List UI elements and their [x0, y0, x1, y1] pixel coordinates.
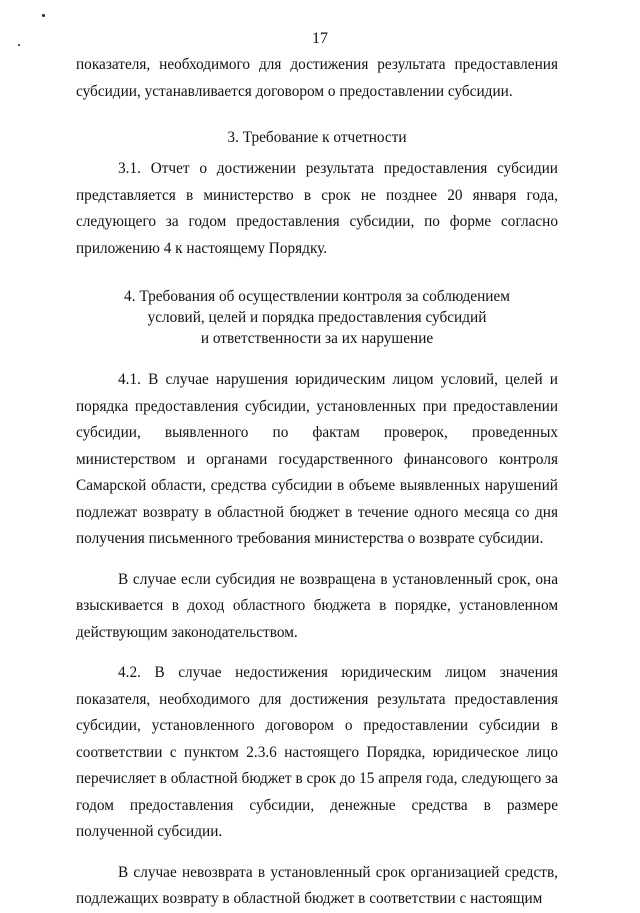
- page-number: 17: [312, 30, 328, 47]
- paragraph-4-2-continued: В случае невозврата в установленный срок организацией средств, подлежащих возврату в областной бюджет в соответствии с настоящим: [76, 863, 558, 907]
- intro-paragraph: показателя, необходимого для достижения результата предоставления субсидии, устанавливается договором о предоставлении субсидии.: [76, 56, 558, 100]
- section-4-heading: [76, 286, 558, 349]
- scan-speck: [42, 14, 45, 17]
- paragraph-4-1: 4.1. В случае нарушения юридическим лицом условий, целей и порядка предоставления субсидии, установленных при предоставлении субсидии, выявленного по фактам проверок, проведенных министерством и органами государственного финансового контроля Самарской области, средства субсидии в объеме выявленных нарушений подлежат возврату в областной бюджет в течение одного месяца со дня получения письменного требования министерства о возврате субсидии.: [76, 371, 558, 547]
- paragraph-4-2: 4.2. В случае недостижения юридическим лицом значения показателя, необходимого для достижения результата предоставления субсидии, установленного договором о предоставлении субсидии в соответствии с пунктом 2.3.6 настоящего Порядка, юридическое лицо перечисляет в областной бюджет в срок до 15 апреля года, следующего за годом предоставления субсидии, денежные средства в размере полученной субсидии.: [76, 664, 558, 840]
- section-4-heading-line: 4. Требования об осуществлении контроля за соблюдением: [124, 288, 510, 305]
- paragraph-3-1: 3.1. Отчет о достижении результата предоставления субсидии представляется в министерство в срок не позднее 20 января года, следующего за годом предоставления субсидии, по форме согласно приложению 4 к настоящему Порядку.: [76, 160, 558, 257]
- section-4-heading-line: и ответственности за их нарушение: [200, 330, 434, 347]
- document-body: [76, 52, 558, 913]
- paragraph-4-1-continued: В случае если субсидия не возвращена в установленный срок, она взыскивается в доход областного бюджета в порядке, установленном действующим законодательством.: [76, 570, 558, 641]
- section-3-heading: 3. Требование к отчетности: [227, 129, 407, 146]
- section-4-heading-line: условий, целей и порядка предоставления субсидий: [147, 309, 487, 326]
